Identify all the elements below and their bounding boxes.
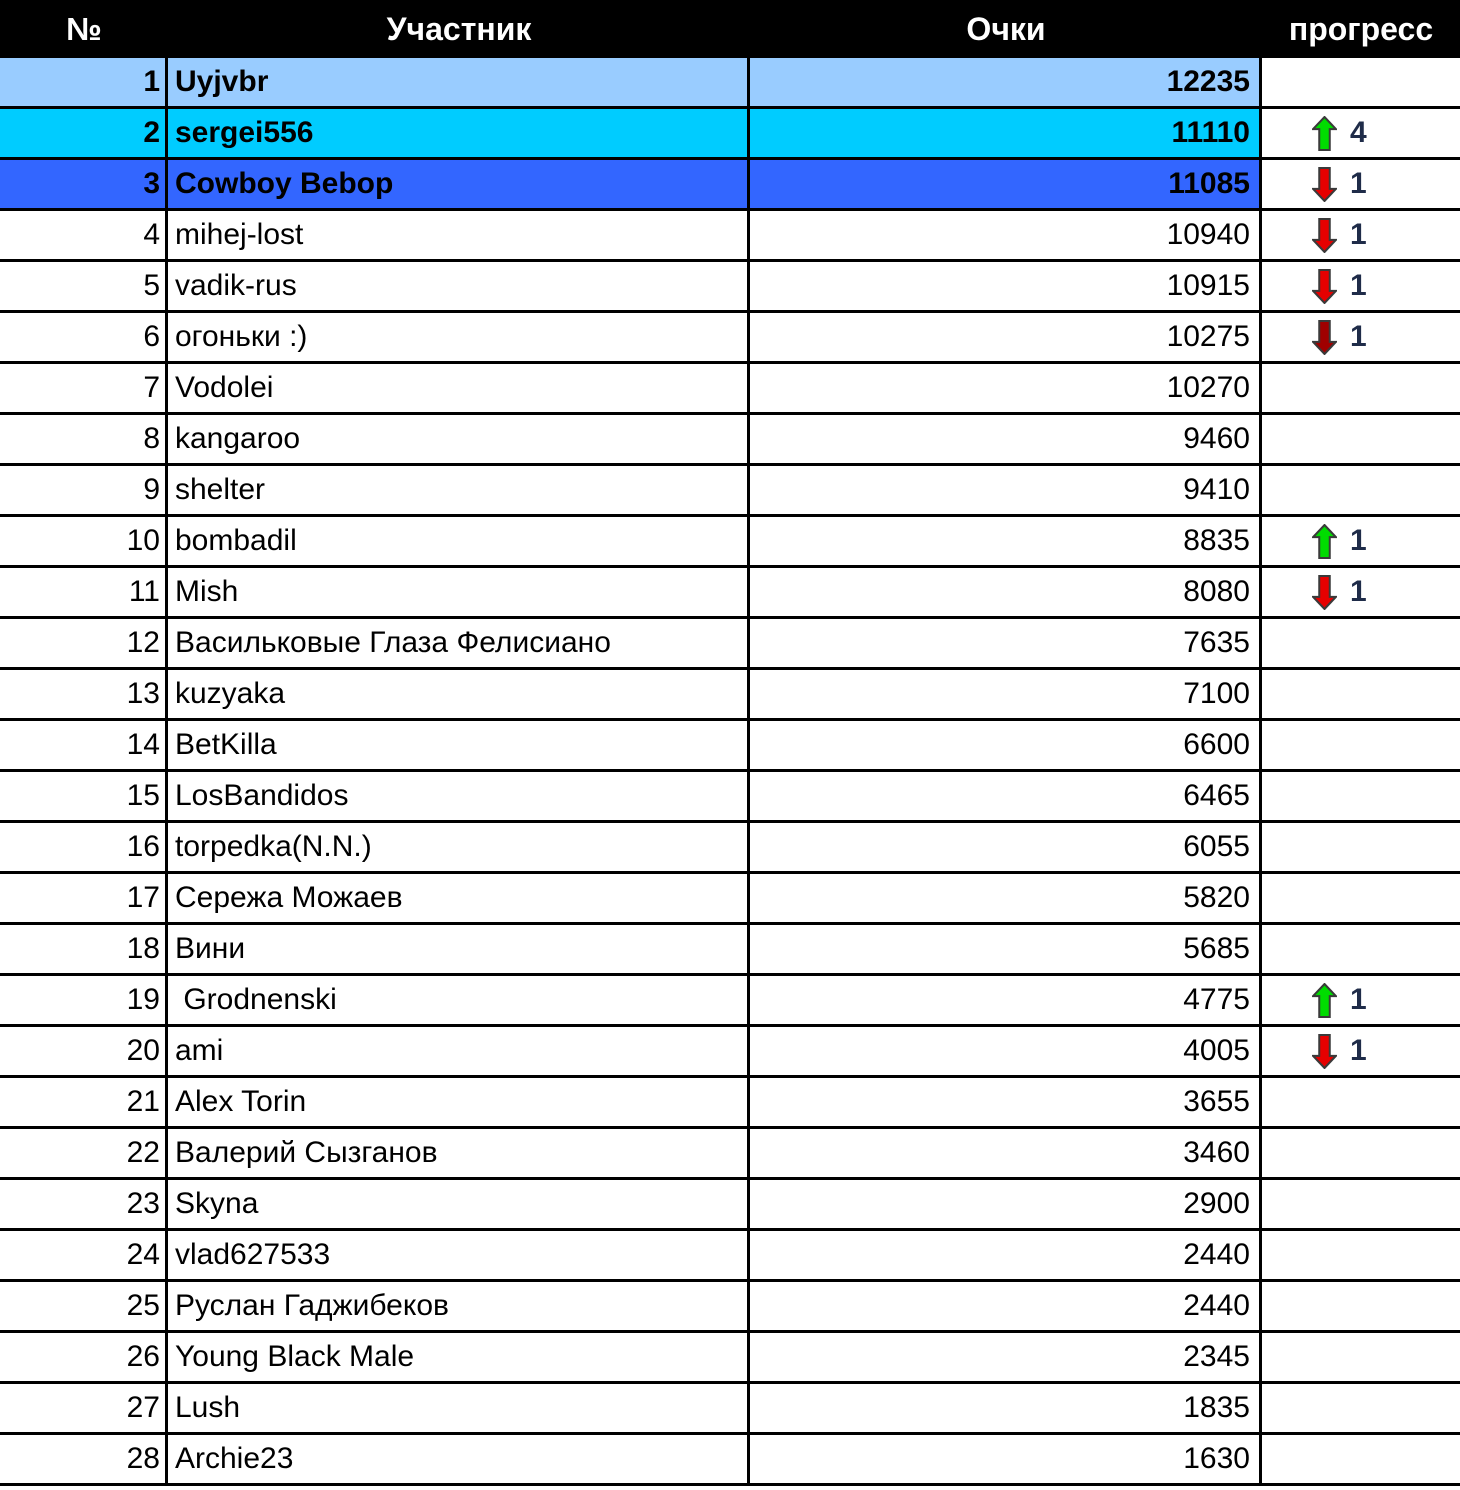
rank-cell[interactable]	[0, 1078, 168, 1126]
score-cell[interactable]	[750, 823, 1262, 871]
participant-cell[interactable]	[168, 619, 750, 667]
participant-name: огоньки :)	[175, 320, 308, 353]
rank-cell[interactable]	[0, 772, 168, 820]
up-arrow-icon	[1312, 524, 1337, 559]
table-row	[0, 517, 1460, 568]
rank-cell[interactable]	[0, 1231, 168, 1279]
column-header-progress: прогресс	[1288, 10, 1434, 47]
rank-cell[interactable]	[0, 364, 168, 412]
score-value: 7100	[1183, 677, 1250, 710]
participant-name: Валерий Сызганов	[175, 1136, 438, 1169]
progress-cell[interactable]	[1262, 466, 1460, 514]
rank-cell[interactable]	[0, 415, 168, 463]
participant-cell[interactable]	[168, 925, 750, 973]
progress-value: 1	[1350, 320, 1367, 353]
score-cell[interactable]	[750, 772, 1262, 820]
participant-cell[interactable]	[168, 976, 750, 1024]
score-value: 4775	[1183, 983, 1250, 1016]
score-cell[interactable]	[750, 160, 1262, 208]
progress-value: 1	[1350, 218, 1367, 251]
table-row	[0, 415, 1460, 466]
rank-number: 3	[143, 167, 160, 200]
rank-cell[interactable]	[0, 517, 168, 565]
rank-cell[interactable]	[0, 58, 168, 106]
table-row	[0, 1129, 1460, 1180]
participant-cell[interactable]	[168, 415, 750, 463]
score-cell[interactable]	[750, 517, 1262, 565]
down-arrow-icon	[1312, 218, 1337, 253]
progress-cell[interactable]	[1262, 1333, 1460, 1381]
table-row	[0, 670, 1460, 721]
progress-cell[interactable]	[1262, 109, 1460, 157]
table-row	[0, 262, 1460, 313]
table-row	[0, 823, 1460, 874]
rank-number: 17	[126, 881, 160, 914]
participant-cell[interactable]	[168, 1129, 750, 1177]
progress-cell[interactable]	[1262, 211, 1460, 259]
table-body	[0, 58, 1460, 1486]
participant-name: Archie23	[175, 1442, 294, 1475]
down-arrow-icon	[1312, 167, 1337, 202]
score-cell[interactable]	[750, 568, 1262, 616]
participant-name: Руслан Гаджибеков	[175, 1289, 449, 1322]
progress-cell[interactable]	[1262, 1231, 1460, 1279]
column-header-score: Очки	[966, 10, 1046, 47]
score-cell[interactable]	[750, 58, 1262, 106]
column-header-name: Участник	[386, 10, 532, 47]
table-row	[0, 211, 1460, 262]
score-cell[interactable]	[750, 109, 1262, 157]
participant-cell[interactable]	[168, 160, 750, 208]
score-value: 3655	[1183, 1085, 1250, 1118]
participant-name: vlad627533	[175, 1238, 331, 1271]
table-row	[0, 364, 1460, 415]
score-value: 2900	[1183, 1187, 1250, 1220]
score-value: 2440	[1183, 1289, 1250, 1322]
progress-cell[interactable]	[1262, 1180, 1460, 1228]
participant-cell[interactable]	[168, 466, 750, 514]
score-value: 12235	[1166, 65, 1250, 98]
progress-cell[interactable]	[1262, 262, 1460, 310]
score-value: 3460	[1183, 1136, 1250, 1169]
score-value: 5685	[1183, 932, 1250, 965]
score-value: 6465	[1183, 779, 1250, 812]
participant-name: Uyjvbr	[175, 65, 269, 98]
score-cell[interactable]	[750, 1078, 1262, 1126]
rank-number: 4	[143, 218, 160, 251]
progress-cell[interactable]	[1262, 874, 1460, 922]
rank-number: 9	[143, 473, 160, 506]
down-arrow-icon	[1312, 320, 1337, 355]
table-row	[0, 313, 1460, 364]
rank-number: 8	[143, 422, 160, 455]
participant-cell[interactable]	[168, 1435, 750, 1483]
participant-cell[interactable]	[168, 823, 750, 871]
up-arrow-icon	[1312, 983, 1337, 1018]
table-row	[0, 874, 1460, 925]
participant-name: bombadil	[175, 524, 297, 557]
progress-cell[interactable]	[1262, 619, 1460, 667]
participant-name: Сережа Можаев	[175, 881, 403, 914]
score-value: 8080	[1183, 575, 1250, 608]
rank-number: 25	[126, 1289, 160, 1322]
rank-cell[interactable]	[0, 1180, 168, 1228]
participant-cell[interactable]	[168, 211, 750, 259]
participant-cell[interactable]	[168, 1231, 750, 1279]
table-row	[0, 1282, 1460, 1333]
participant-cell[interactable]	[168, 874, 750, 922]
progress-value: 4	[1350, 116, 1367, 149]
participant-cell[interactable]	[168, 1078, 750, 1126]
rank-cell[interactable]	[0, 1282, 168, 1330]
rank-cell[interactable]	[0, 1129, 168, 1177]
score-cell[interactable]	[750, 262, 1262, 310]
table-row	[0, 1027, 1460, 1078]
rank-number: 28	[126, 1442, 160, 1475]
score-cell[interactable]	[750, 415, 1262, 463]
rank-cell[interactable]	[0, 262, 168, 310]
table-row	[0, 160, 1460, 211]
progress-cell[interactable]	[1262, 925, 1460, 973]
table-row	[0, 1180, 1460, 1231]
rank-number: 24	[126, 1238, 160, 1271]
participant-name: kangaroo	[175, 422, 301, 455]
progress-cell[interactable]	[1262, 160, 1460, 208]
rank-number: 7	[143, 371, 160, 404]
rank-cell[interactable]	[0, 109, 168, 157]
table-row	[0, 1231, 1460, 1282]
rank-number: 5	[143, 269, 160, 302]
score-cell[interactable]	[750, 976, 1262, 1024]
down-arrow-icon	[1312, 1034, 1337, 1069]
rank-cell[interactable]	[0, 1384, 168, 1432]
rank-number: 10	[126, 524, 160, 557]
rank-number: 11	[128, 575, 160, 608]
rank-cell[interactable]	[0, 313, 168, 361]
score-cell[interactable]	[750, 619, 1262, 667]
rank-cell[interactable]	[0, 568, 168, 616]
rank-number: 22	[126, 1136, 160, 1169]
score-value: 8835	[1183, 524, 1250, 557]
progress-cell[interactable]	[1262, 568, 1460, 616]
participant-name: Skyna	[175, 1187, 259, 1220]
progress-cell[interactable]	[1262, 58, 1460, 106]
participant-name: Mish	[175, 575, 239, 608]
progress-cell[interactable]	[1262, 517, 1460, 565]
table-row	[0, 721, 1460, 772]
score-cell[interactable]	[750, 364, 1262, 412]
score-value: 1835	[1183, 1391, 1250, 1424]
score-value: 10940	[1166, 218, 1250, 251]
score-value: 6600	[1183, 728, 1250, 761]
rank-number: 14	[126, 728, 160, 761]
table-row	[0, 58, 1460, 109]
participant-name: ami	[175, 1034, 224, 1067]
table-row	[0, 466, 1460, 517]
rank-cell[interactable]	[0, 1027, 168, 1075]
score-cell[interactable]	[750, 1231, 1262, 1279]
progress-cell[interactable]	[1262, 1027, 1460, 1075]
score-cell[interactable]	[750, 721, 1262, 769]
score-value: 6055	[1183, 830, 1250, 863]
progress-cell[interactable]	[1262, 364, 1460, 412]
participant-cell[interactable]	[168, 568, 750, 616]
participant-name: Lush	[175, 1391, 241, 1424]
rank-number: 2	[143, 116, 160, 149]
rank-number: 13	[126, 677, 160, 710]
score-cell[interactable]	[750, 313, 1262, 361]
score-value: 5820	[1183, 881, 1250, 914]
rank-cell[interactable]	[0, 160, 168, 208]
score-cell[interactable]	[750, 466, 1262, 514]
rank-number: 18	[126, 932, 160, 965]
rank-cell[interactable]	[0, 1333, 168, 1381]
progress-value: 1	[1350, 575, 1367, 608]
score-cell[interactable]	[750, 1180, 1262, 1228]
rank-number: 21	[126, 1085, 160, 1118]
participant-name: Vodolei	[175, 371, 274, 404]
participant-name: Alex Torin	[175, 1085, 307, 1118]
rank-cell[interactable]	[0, 721, 168, 769]
rank-cell[interactable]	[0, 976, 168, 1024]
progress-cell[interactable]	[1262, 1384, 1460, 1432]
progress-cell[interactable]	[1262, 1435, 1460, 1483]
participant-cell[interactable]	[168, 1282, 750, 1330]
progress-cell[interactable]	[1262, 670, 1460, 718]
rank-number: 16	[126, 830, 160, 863]
participant-cell[interactable]	[168, 670, 750, 718]
table-row	[0, 619, 1460, 670]
score-value: 9410	[1183, 473, 1250, 506]
score-cell[interactable]	[750, 1027, 1262, 1075]
score-cell[interactable]	[750, 1333, 1262, 1381]
rank-number: 12	[126, 626, 160, 659]
progress-value: 1	[1350, 1034, 1367, 1067]
progress-cell[interactable]	[1262, 415, 1460, 463]
participant-cell[interactable]	[168, 1333, 750, 1381]
progress-cell[interactable]	[1262, 1282, 1460, 1330]
up-arrow-icon	[1312, 116, 1337, 151]
participant-name: Cowboy Bebop	[175, 167, 394, 200]
progress-cell[interactable]	[1262, 976, 1460, 1024]
down-arrow-icon	[1312, 269, 1337, 304]
progress-cell[interactable]	[1262, 772, 1460, 820]
score-value: 11110	[1171, 116, 1250, 149]
rank-number: 1	[143, 65, 160, 98]
score-value: 9460	[1183, 422, 1250, 455]
participant-cell[interactable]	[168, 313, 750, 361]
table-row	[0, 772, 1460, 823]
score-cell[interactable]	[750, 1435, 1262, 1483]
rank-number: 15	[126, 779, 160, 812]
score-value: 7635	[1183, 626, 1250, 659]
participant-cell[interactable]	[168, 109, 750, 157]
participant-cell[interactable]	[168, 58, 750, 106]
progress-value: 1	[1350, 167, 1367, 200]
rank-cell[interactable]	[0, 670, 168, 718]
participant-name: LosBandidos	[175, 779, 349, 812]
participant-cell[interactable]	[168, 721, 750, 769]
rank-cell[interactable]	[0, 1435, 168, 1483]
score-value: 10915	[1166, 269, 1250, 302]
participant-name: sergei556	[175, 116, 314, 149]
participant-cell[interactable]	[168, 517, 750, 565]
table-row	[0, 1078, 1460, 1129]
rank-number: 27	[126, 1391, 160, 1424]
participant-name: shelter	[175, 473, 266, 506]
participant-name: Grodnenski	[175, 983, 337, 1016]
rank-number: 19	[126, 983, 160, 1016]
participant-cell[interactable]	[168, 1027, 750, 1075]
score-value: 10275	[1166, 320, 1250, 353]
participant-name: mihej-lost	[175, 218, 304, 251]
score-cell[interactable]	[750, 1384, 1262, 1432]
participant-name: Васильковые Глаза Фелисиано	[175, 626, 611, 659]
score-cell[interactable]	[750, 874, 1262, 922]
score-cell[interactable]	[750, 211, 1262, 259]
score-cell[interactable]	[750, 1282, 1262, 1330]
rank-cell[interactable]	[0, 211, 168, 259]
participant-name: torpedka(N.N.)	[175, 830, 372, 863]
rank-cell[interactable]	[0, 466, 168, 514]
progress-cell[interactable]	[1262, 721, 1460, 769]
progress-value: 1	[1350, 524, 1367, 557]
participant-name: kuzyaka	[175, 677, 286, 710]
participant-cell[interactable]	[168, 262, 750, 310]
rank-number: 6	[143, 320, 160, 353]
progress-value: 1	[1350, 983, 1367, 1016]
table-row	[0, 976, 1460, 1027]
table-header	[0, 0, 1460, 58]
progress-cell[interactable]	[1262, 1078, 1460, 1126]
table-row	[0, 1333, 1460, 1384]
participant-cell[interactable]	[168, 364, 750, 412]
participant-name: Young Black Male	[175, 1340, 415, 1373]
progress-cell[interactable]	[1262, 313, 1460, 361]
score-value: 2345	[1183, 1340, 1250, 1373]
score-cell[interactable]	[750, 1129, 1262, 1177]
table-row	[0, 1435, 1460, 1486]
score-value: 4005	[1183, 1034, 1250, 1067]
table-row	[0, 568, 1460, 619]
participant-cell[interactable]	[168, 772, 750, 820]
score-value: 11085	[1168, 167, 1250, 200]
participant-cell[interactable]	[168, 1384, 750, 1432]
participant-name: BetKilla	[175, 728, 277, 761]
table-row	[0, 109, 1460, 160]
score-value: 2440	[1183, 1238, 1250, 1271]
rank-number: 23	[126, 1187, 160, 1220]
score-value: 10270	[1166, 371, 1250, 404]
progress-cell[interactable]	[1262, 1129, 1460, 1177]
participant-name: Вини	[175, 932, 246, 965]
score-cell[interactable]	[750, 925, 1262, 973]
column-header-rank: №	[66, 10, 102, 47]
rank-number: 26	[126, 1340, 160, 1373]
progress-value: 1	[1350, 269, 1367, 302]
score-value: 1630	[1183, 1442, 1250, 1475]
rank-number: 20	[126, 1034, 160, 1067]
participant-cell[interactable]	[168, 1180, 750, 1228]
table-row	[0, 925, 1460, 976]
down-arrow-icon	[1312, 575, 1337, 610]
participant-name: vadik-rus	[175, 269, 297, 302]
rank-cell[interactable]	[0, 925, 168, 973]
table-row	[0, 1384, 1460, 1435]
rank-cell[interactable]	[0, 619, 168, 667]
rank-cell[interactable]	[0, 823, 168, 871]
score-cell[interactable]	[750, 670, 1262, 718]
progress-cell[interactable]	[1262, 823, 1460, 871]
rank-cell[interactable]	[0, 874, 168, 922]
